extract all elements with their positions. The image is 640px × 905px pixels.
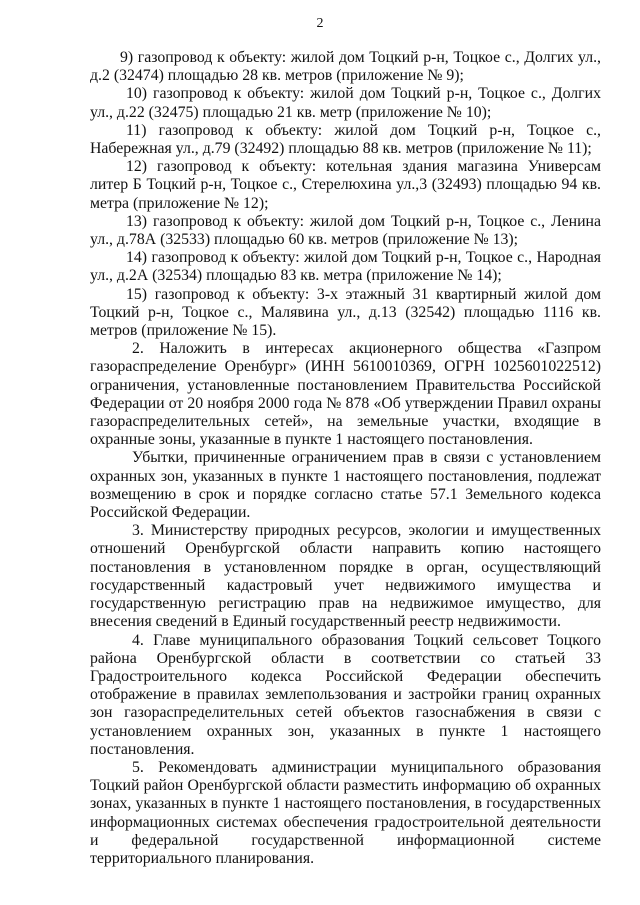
- section-2-paragraph: 2. Наложить в интересах акционерного общества «Газпром газораспределение Оренбург» (ИНН 5610010369, ОГРН 1025601022512) ограничения, установленные постановлением Правительства Российской Федерации от 20 ноября 2000 года № 878 «Об утверждении Правил охраны газораспределительных сетей», на земельные участки, входящие в охранные зоны, указанные в пункте 1 настоящего постановления.: [90, 340, 601, 449]
- list-item-9: 9) газопровод к объекту: жилой дом Тоцкий р-н, Тоцкое с., Долгих ул., д.2 (32474) площадью 28 кв. метров (приложение № 9);: [90, 49, 601, 85]
- section-5-paragraph: 5. Рекомендовать администрации муниципального образования Тоцкий район Оренбургской области разместить информацию об охранных зонах, указанных в пункте 1 настоящего постановления, в государственных информационных системах обеспечения градостроительной деятельности и федеральной государственной информационной системе территориального планирования.: [90, 758, 601, 867]
- list-item-13: 13) газопровод к объекту: жилой дом Тоцкий р-н, Тоцкое с., Ленина ул., д.78А (32533) площадью 60 кв. метров (приложение № 13);: [90, 212, 601, 249]
- list-item-12: 12) газопровод к объекту: котельная здания магазина Универсам литер Б Тоцкий р-н, Тоцкое с., Стерелюхина ул.,3 (32493) площадью 94 кв. метра (приложение № 12);: [90, 158, 601, 212]
- section-4-paragraph: 4. Главе муниципального образования Тоцкий сельсовет Тоцкого района Оренбургской области в соответствии со статьей 33 Градостроительного кодекса Российской Федерации обеспечить отображение в правилах землепользования и застройки границ охранных зон газораспределительных сетей объектов газоснабжения в связи с установлением охранных зон, указанных в пункте 1 настоящего постановления.: [90, 631, 601, 758]
- losses-paragraph: Убытки, причиненные ограничением прав в связи с установлением охранных зон, указанных в пункте 1 настоящего постановления, подлежат возмещению в срок и порядке согласно статье 57.1 Земельного кодекса Российской Федерации.: [90, 449, 601, 522]
- list-item-15: 15) газопровод к объекту: 3-х этажный 31 квартирный жилой дом Тоцкий р-н, Тоцкое с., Малявина ул., д.13 (32542) площадью 1116 кв. метров (приложение № 15).: [90, 285, 601, 340]
- page-number: 2: [316, 16, 324, 31]
- list-item-11: 11) газопровод к объекту: жилой дом Тоцкий р-н, Тоцкое с., Набережная ул., д.79 (32492) площадью 88 кв. метров (приложение № 11);: [90, 121, 601, 158]
- list-item-10: 10) газопровод к объекту: жилой дом Тоцкий р-н, Тоцкое с., Долгих ул., д.22 (32475) площадью 21 кв. метр (приложение № 10);: [90, 85, 601, 121]
- section-3-paragraph: 3. Министерству природных ресурсов, экологии и имущественных отношений Оренбургской области направить копию настоящего постановления в установленном порядке в орган, осуществляющий государственный кадастровый учет недвижимого имущества и государственную регистрацию прав на недвижимое имущество, для внесения сведений в Единый государственный реестр недвижимости.: [90, 522, 601, 631]
- document-body: [90, 49, 601, 868]
- list-item-14: 14) газопровод к объекту: жилой дом Тоцкий р-н, Тоцкое с., Народная ул., д.2А (32534) площадью 83 кв. метра (приложение № 14);: [90, 249, 601, 285]
